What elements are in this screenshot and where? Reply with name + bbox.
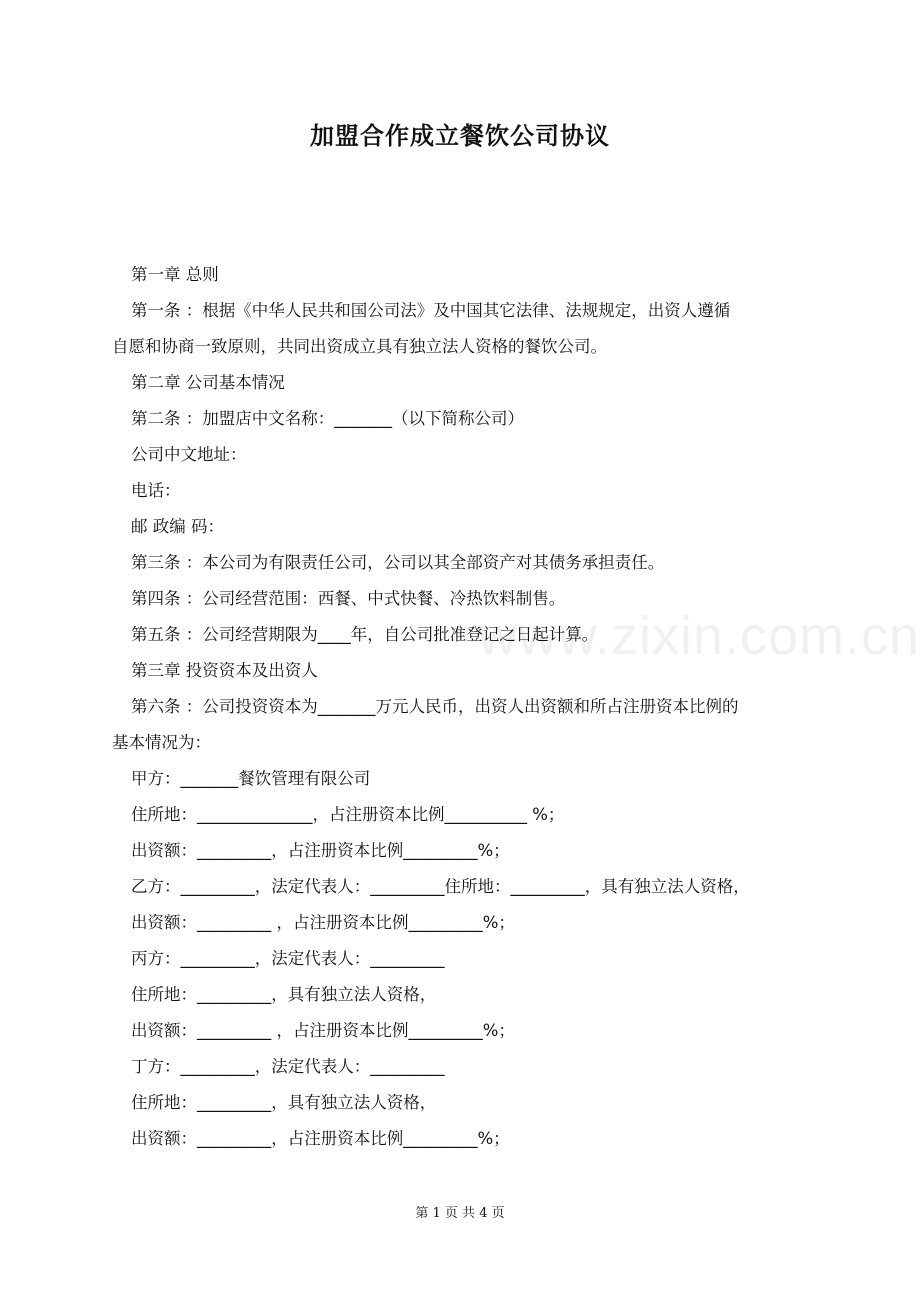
article-text-continued: 基本情况为： xyxy=(112,733,211,752)
article-text-continued: 自愿和协商一致原则，共同出资成立具有独立法人资格的餐饮公司。 xyxy=(112,337,607,356)
field-line: 出资额：_________，占注册资本比例_________%； xyxy=(131,1129,510,1148)
page-number: 第 1 页 共 4 页 xyxy=(415,1206,505,1221)
article-text: 第三条 ：本公司为有限责任公司，公司以其全部资产对其债务承担责任。 xyxy=(131,553,665,572)
article-text: 第六条 ：公司投资资本为_______万元人民币，出资人出资额和所占注册资本比例的 xyxy=(131,697,739,716)
article-text: 第四条 ：公司经营范围：西餐、中式快餐、冷热饮料制售。 xyxy=(131,589,566,608)
article-text: 第二条 ：加盟店中文名称：_______（以下简称公司） xyxy=(131,409,524,428)
chapter-heading: 第二章 公司基本情况 xyxy=(131,373,285,392)
document-title: 加盟合作成立餐饮公司协议 xyxy=(310,122,610,150)
party-line: 甲方：_______餐饮管理有限公司 xyxy=(131,769,371,788)
party-line: 丁方：_________，法定代表人：_________ xyxy=(131,1057,445,1076)
party-line: 乙方：_________，法定代表人：_________住所地：_________，具有独立法人资格， xyxy=(131,877,750,896)
party-line: 丙方：_________，法定代表人：_________ xyxy=(131,949,445,968)
field-line: 公司中文地址： xyxy=(131,445,247,464)
field-line: 电话： xyxy=(131,481,181,500)
chapter-heading: 第一章 总则 xyxy=(131,265,219,284)
field-line: 出资额：_________ ，占注册资本比例_________%； xyxy=(131,1021,515,1040)
field-line: 住所地：_________，具有独立法人资格， xyxy=(131,985,437,1004)
field-line: 邮 政编 码： xyxy=(131,517,224,536)
article-text: 第五条 ：公司经营期限为____年，自公司批准登记之日起计算。 xyxy=(131,625,599,644)
chapter-heading: 第三章 投资资本及出资人 xyxy=(131,661,318,680)
document-body xyxy=(0,257,920,1157)
field-line: 住所地：______________，占注册资本比例__________ %； xyxy=(131,805,565,824)
field-line: 住所地：_________，具有独立法人资格， xyxy=(131,1093,437,1112)
field-line: 出资额：_________，占注册资本比例_________%； xyxy=(131,841,510,860)
field-line: 出资额：_________ ，占注册资本比例_________%； xyxy=(131,913,515,932)
article-text: 第一条 ：根据《中华人民共和国公司法》及中国其它法律、法规规定，出资人遵循 xyxy=(131,301,731,320)
watermark: www.zixin.com.cn xyxy=(478,606,920,666)
